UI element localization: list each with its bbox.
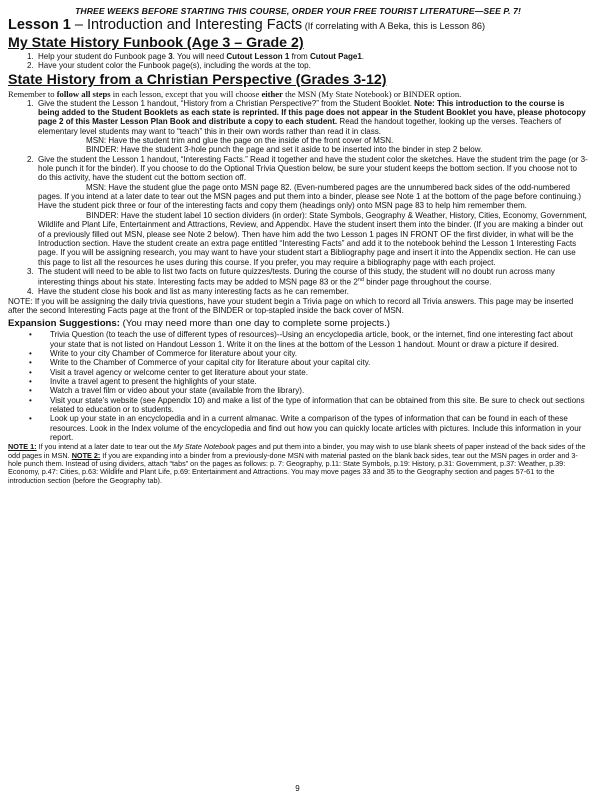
remember-instruction: Remember to follow all steps in each lesson, except that you will choose either the MSN (My State Notebook) or BINDER option. [8,88,462,99]
christian-step-3: 3. The student will need to be able to list two facts on future quizzes/tests. During the course of this study, the student will no doubt run across many interesting things about his state. Interesting facts may be added to MSN page 83 or the 2nd binder page throughout the course. [36,267,588,287]
funbook-heading: My State History Funbook (Age 3 – Grade 2) [8,35,304,51]
expansion-item: • Trivia Question (to teach the use of different types of resources)--Using an encyclopedia article, book, or the internet, find one interesting fact about your state that is not listed on Handout Lesson 1. Write it on the lines at the bottom of the Lesson 1 handout. Mount or draw a picture if desired. [29,330,573,349]
expansion-item: • Write to your city Chamber of Commerce for literature about your city. [29,348,298,358]
expansion-item: • Write to the Chamber of Commerce of your capital city for literature about your capital city. [29,358,371,368]
funbook-step-1: 1. Help your student do Funbook page 3. You will need Cutout Lesson 1 from Cutout Page1. [36,52,588,61]
bullet-icon: • [29,348,32,358]
bullet-icon: • [29,330,32,340]
note-1-label: NOTE 1: [8,442,37,452]
christian-perspective-heading: State History from a Christian Perspective (Grades 3-12) [8,71,387,88]
step-1-msn-option: MSN: Have the student trim and glue the page on the inside of the front cover of MSN. [86,136,394,146]
bullet-icon: • [29,414,32,424]
bullet-icon: • [29,376,32,386]
lesson-page [8,6,588,485]
lesson-correlation-note: (If correlating with A Beka, this is Lesson 86) [302,21,486,31]
lesson-number: Lesson 1 [8,17,71,33]
lesson-subtitle: – Introduction and Interesting Facts [70,17,303,33]
step-1-binder-option: BINDER: Have the student 3-hole punch the page and set it aside to be inserted into the binder in step 2 below. [86,145,483,155]
bullet-icon: • [29,386,32,396]
expansion-item: • Watch a travel film or video about your state (available from the library). [29,386,305,396]
tourist-literature-banner: THREE WEEKS BEFORE STARTING THIS COURSE, ORDER YOUR FREE TOURIST LITERATURE—SEE P. 7! [75,6,521,16]
bullet-icon: • [29,367,32,377]
christian-step-1: 1. Give the student the Lesson 1 handout, “History from a Christian Perspective?” from the Student Booklet. Note: This introduction to the course is being added to the Student Booklets as each state is reprinted. If this page does not appear in the Student Booklet you have, please photocopy page 2 of this Master Lesson Plan Book and distribute a copy to each student. Read the handout together, looking up the verses. Teachers of elementary level students may want to “teach” this in their own words rather than read it in class. MSN: Have the student trim and glue the page on the inside of the front cover of MSN. BINDER: Have the student 3-hole punch the page and set it aside to be inserted into the binder in step 2 below. [36,99,588,155]
funbook-step-2: 2. Have your student color the Funbook page(s), including the words at the top. [36,61,588,70]
expansion-heading: Expansion Suggestions: (You may need more than one day to complete some projects.) [8,318,390,330]
expansion-list [8,330,588,442]
expansion-item: • Visit your state’s website (see Appendix 10) and make a list of the type of information that can be obtained from this site. Be sure to check out sections related to education or to students. [29,395,585,415]
christian-step-2: 2. Give the student the Lesson 1 handout, “Interesting Facts.” Read it together and have the student color the sketches. Have the student trim the page (or 3-hole punch it for the binder). If you choose to do the Optional Trivia Question below, be sure your student keeps the bottom section. If you choose not to do this activity, have the student cut the bottom section off. MSN: Have the student glue the page onto MSN page 82. (Even-numbered pages are the unnumbered back sides of the odd-numbered pages. If you intend at a later date to tear out the MSN pages and put them into a binder, please see Note 1 at the bottom of the page before continuing.) Have the student pick three or four of the interesting facts and copy them (headings only) onto MSN page 83 to help him remember them. BINDER: Have the student label 10 section dividers (in order): State Symbols, Geography & Weather, History, Cities, Economy, Government, Wildlife and Plant Life, Entertainment and Attractions, Review, and Appendix. Have the student insert them into the binder. (If you are making a binder out of a previously filled out MSN, please see Note 2 below). Then have him add the two Lesson 1 pages IN FRONT OF the first divider, in what will be the Introduction section. Have the student create an extra page entitled “Interesting Facts” and add it to the notebook behind the Lesson 1 Interesting Facts page. If you will be assigning research, you may want to have your student start a Bibliography page and insert it into the Appendix section. He can use this page to list all the resources he uses during this course. If you prefer, you may require a bibliography page with each project. [36,155,588,267]
funbook-steps [8,52,588,71]
step-2-msn-option: MSN: Have the student glue the page onto MSN page 82. (Even-numbered pages are the unnumbered back sides of the odd-numbered pages. If you intend at a later date to tear out the MSN pages and put them into a binder, please see Note 1 at the bottom of the page before continuing.) Have the student pick three or four of the interesting facts and copy them (headings only) onto MSN page 83 to help him remember them. [38,182,582,211]
christian-steps [8,99,588,297]
trivia-note: NOTE: If you will be assigning the daily trivia questions, have your student begin a Trivia page on which to record all Trivia answers. This page may be inserted after the second Interesting Facts page at the front of the BINDER or top-stapled inside the back cover of MSN. [8,296,574,315]
note-2-label: NOTE 2: [71,450,101,460]
expansion-item: • Visit a travel agency or welcome center to get literature about your state. [29,367,308,377]
footnotes: NOTE 1: If you intend at a later date to tear out the My State Notebook pages and put them into a binder, you may wish to use blank sheets of paper instead of the back sides of the odd pages in MSN. NOTE 2: If you are expanding into a binder from a previously-done MSN with material pasted on the blank back sides, tear out the MSN pages in order and 3-hole punch them. Instead of using dividers, attach “tabs” on the pages as follows: p. 7: Geography, p.11: State Symbols, p.19: History, p.31: Government, p.37: Weather, p.39: Economy, p.47: Cities, p.63: Wildlife and Plant Life, p.69: Entertainment and Attractions. You may move pages 33 and 35 to the Geography section and pages 57-61 to the introduction section (before the Geography tab). [8,442,586,485]
expansion-item: • Invite a travel agent to present the highlights of your state. [29,376,257,386]
bullet-icon: • [29,358,32,368]
page-number: 9 [295,784,300,793]
christian-step-4: 4. Have the student close his book and list as many interesting facts as he can remember. [36,287,588,296]
step-2-binder-option: BINDER: Have the student label 10 section dividers (in order): State Symbols, Geography & Weather, History, Cities, Economy, Government, Wildlife and Plant Life, Entertainment and Attractions, Review, and Appendix. Have the student insert them into the binder. (If you are making a binder out of a previously filled out MSN, please see Note 2 below). Then have him add the two Lesson 1 pages IN FRONT OF the first divider, in what will be the Introduction section. Have the student create an extra page entitled “Interesting Facts” and add it to the notebook behind the Lesson 1 Interesting Facts page. If you will be assigning research, you may want to have your student start a Bibliography page and insert it into the Appendix section. He can use this page to list all the resources he uses during this course. If you prefer, you may require a bibliography page with each project. [38,210,587,267]
lesson-title [8,17,588,34]
bullet-icon: • [29,395,32,405]
expansion-item: • Look up your state in an encyclopedia and in a current almanac. Write a comparison of the types of information that can be found in each of these resources. Look in the Index volume of the encyclopedia and find out how you can quickly locate articles with pictures. Include this information in your report. [29,414,582,443]
